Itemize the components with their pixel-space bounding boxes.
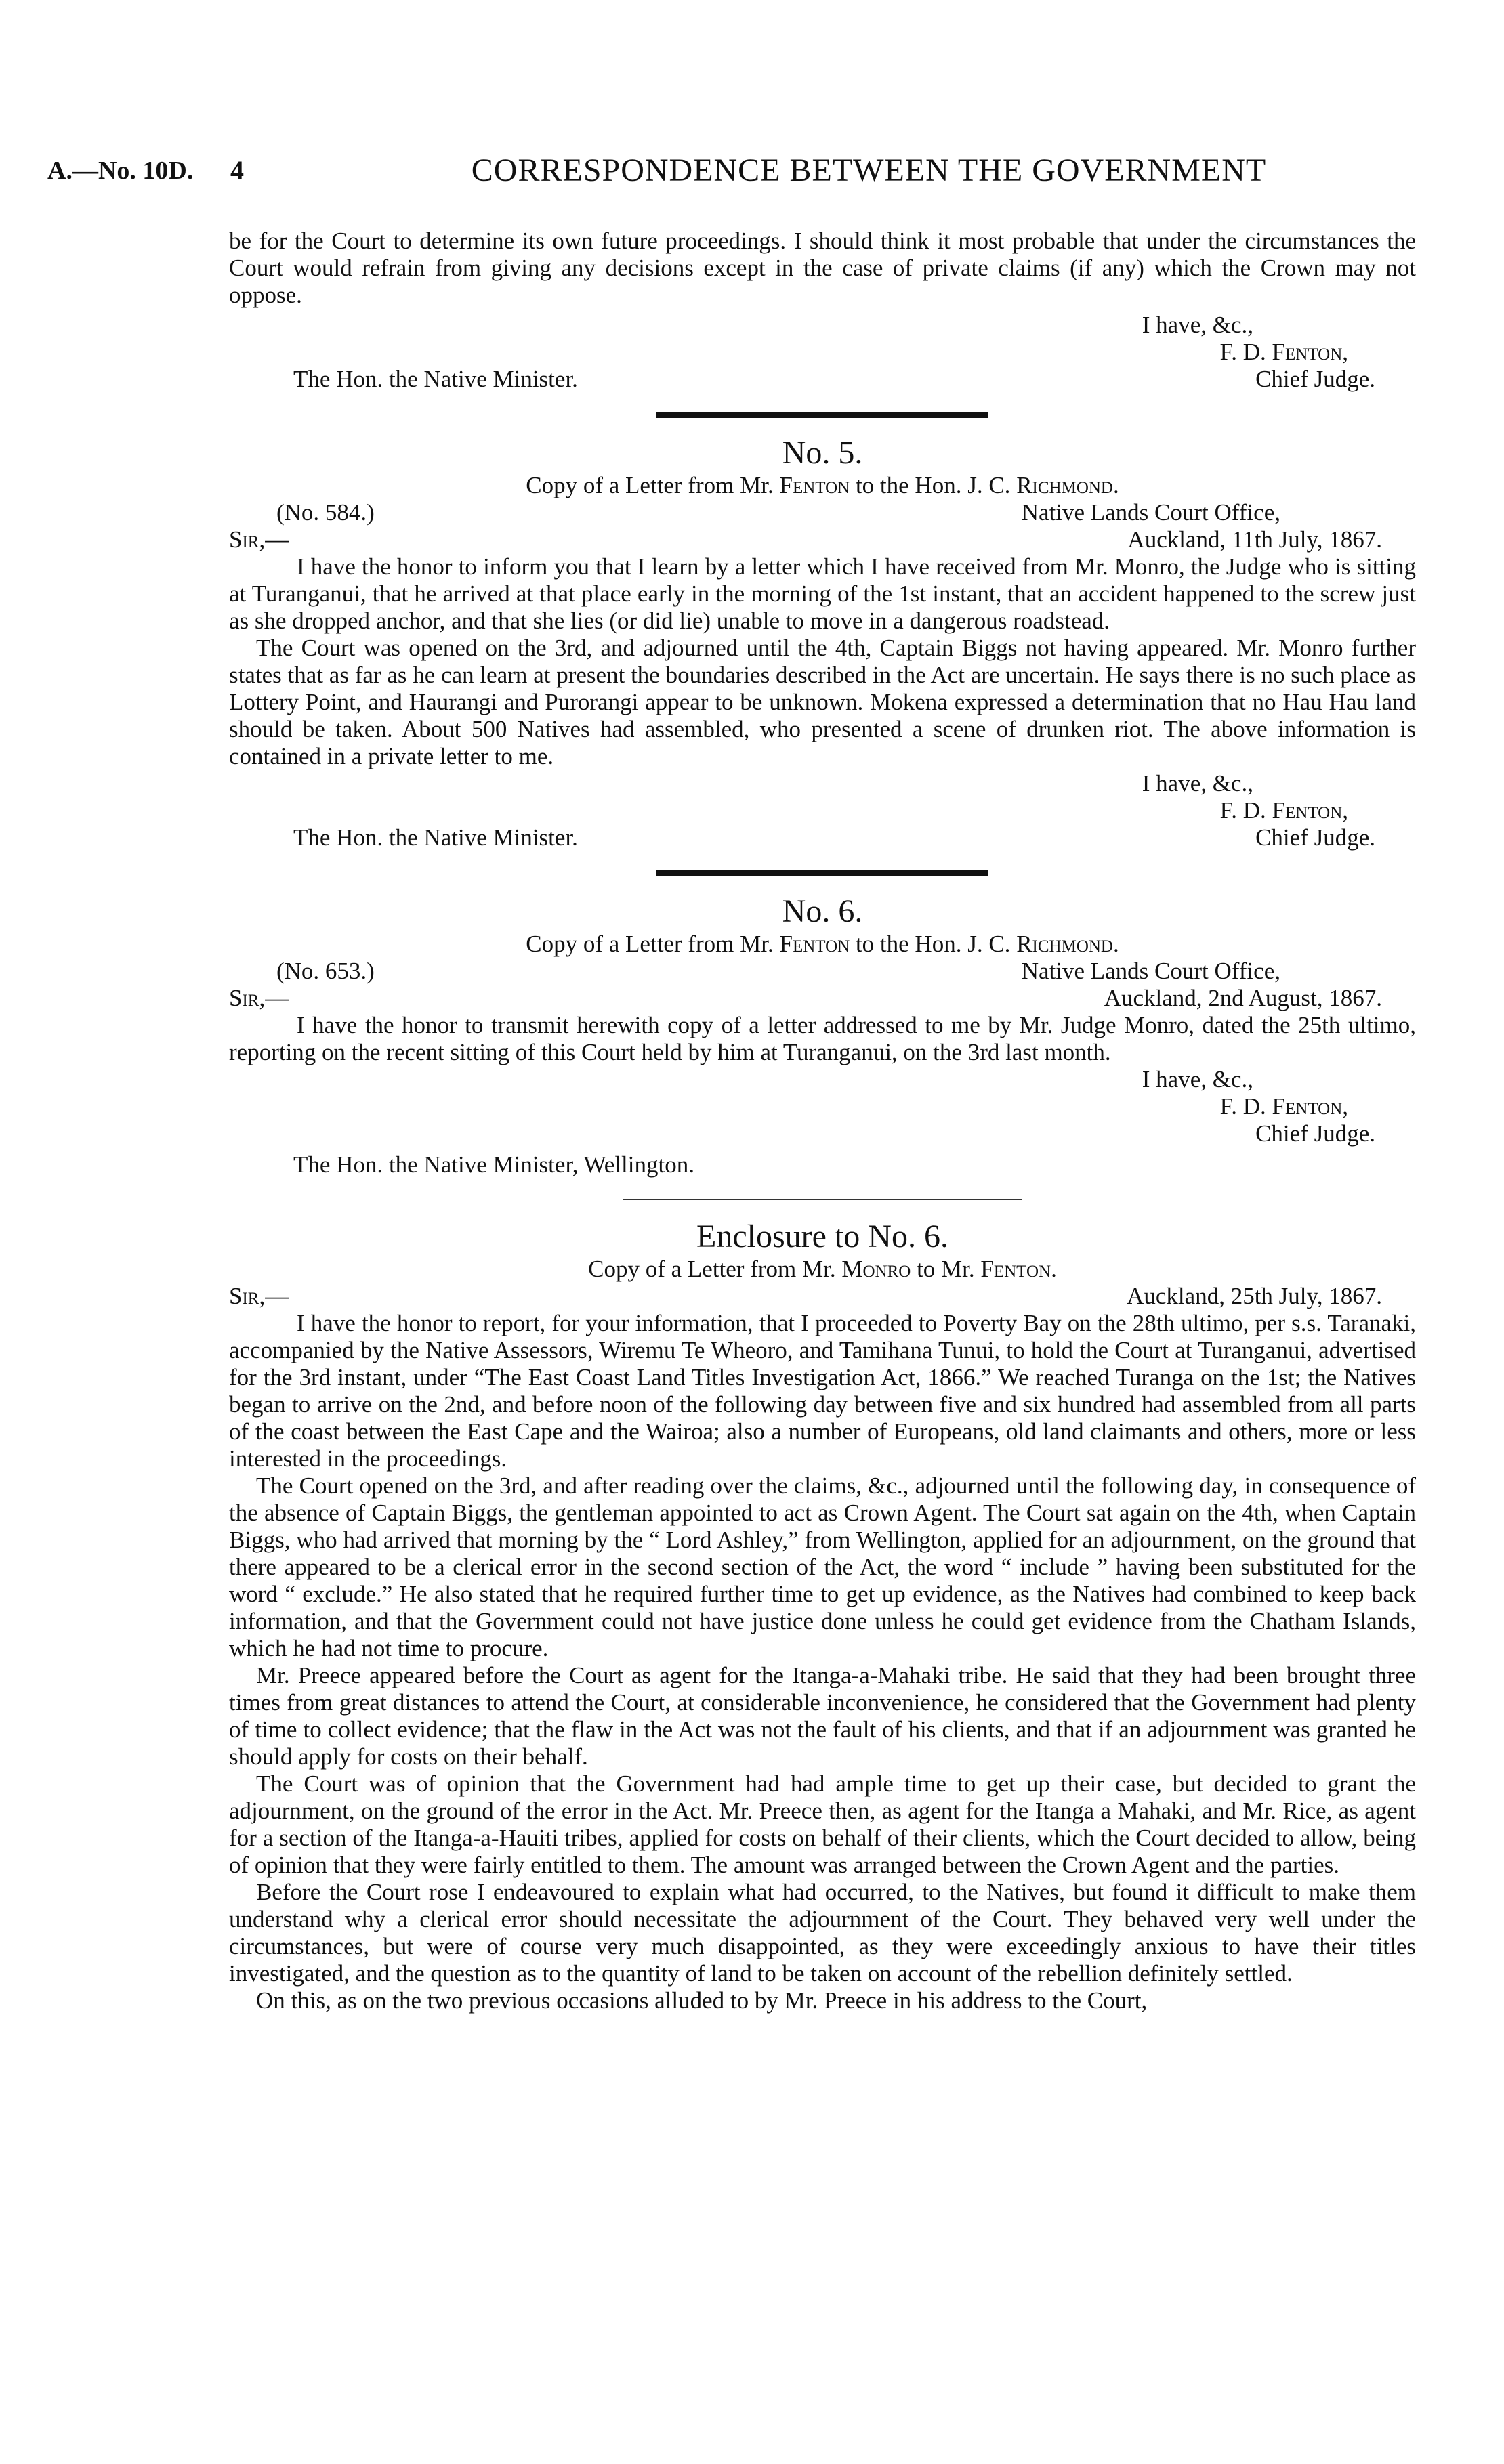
intro-signer-title: Chief Judge. (1255, 366, 1375, 392)
intro-signer-surname: Fenton, (1272, 339, 1348, 365)
intro-signature-row (229, 339, 1416, 366)
intro-closing: I have, &c., (1142, 312, 1253, 338)
letter6-subheading: Copy of a Letter from Mr. Fenton to the Hon. J. C. Richmond. (526, 931, 1119, 957)
letter5-salutation-row (229, 526, 1416, 553)
enclosure-heading: Enclosure to No. 6. (696, 1218, 948, 1254)
running-header (47, 152, 1457, 198)
letter5-signature: F. D. Fenton, (1219, 797, 1348, 824)
letter5-signer-surname: Fenton, (1272, 797, 1348, 824)
letter6-ref-row (229, 958, 1416, 985)
enclosure-paragraph-3: Mr. Preece appeared before the Court as agent for the Itanga-a-Mahaki tribe. He said that they had been brought three times from great distances to attend the Court, at considerable inconvenience, he considered that the Government had plenty of time to collect evidence; that the flaw in the Act was not the fault of his clients, and that if an adjournment was granted he should apply for costs on their behalf. (229, 1662, 1416, 1770)
section-divider (656, 412, 988, 418)
intro-paragraph: be for the Court to determine its own future proceedings. I should think it most probable that under the circumstances the Court would refrain from giving any decisions except in the case of private claims (if any) which the Crown may not oppose. (229, 228, 1416, 308)
page-body (229, 228, 1416, 2014)
letter5-office: Native Lands Court Office, (1021, 499, 1280, 526)
section-divider (656, 870, 988, 876)
letter6-closing-row (229, 1066, 1416, 1093)
enclosure-paragraph-2: The Court opened on the 3rd, and after reading over the claims, &c., adjourned until the following day, in consequence of the absence of Captain Biggs, the gentleman appointed to act as Crown Agent. The Court sat again on the 4th, when Captain Biggs, who had arrived that morning by the “ Lord Ashley,” from Wellington, applied for an adjournment, on the ground that there appeared to be a clerical error in the second section of the Act, the word “ include ” having been substituted for the word “ exclude.” He also stated that he required further time to get up evidence, as the Natives had combined to keep back information, and that the Government could not have justice done unless he could get evidence from the Chatham Islands, which he had not time to procure. (229, 1472, 1416, 1661)
document-id: A.—No. 10D. (47, 156, 194, 185)
letter6-addressee-row (229, 1151, 1416, 1178)
enclosure-paragraph-1: I have the honor to report, for your information, that I proceeded to Poverty Bay on the 28th ultimo, per s.s. Taranaki, accompanied by the Native Assessors, Wiremu Te Wheoro, and Tamihana Tunui, to hold the Court at Turanganui, advertised for the 3rd instant, under “The East Coast Land Titles Investigation Act, 1866.” We reached Turanga on the 1st; the Natives began to arrive on the 2nd, and before noon of the following day between five and six hundred had assembled from all parts of the coast between the East Cape and the Wairoa; also a number of Europeans, old land claimants and others, more or less interested in the proceedings. (229, 1310, 1416, 1472)
letter5-salutation: Sir,— (229, 526, 289, 553)
intro-addressee-row (229, 366, 1416, 393)
letter5-place-date: Auckland, 11th July, 1867. (1127, 526, 1382, 553)
letter6-addressee: The Hon. the Native Minister, Wellington. (293, 1151, 694, 1178)
letter6-office: Native Lands Court Office, (1021, 958, 1280, 984)
letter5-closing-row (229, 770, 1416, 797)
letter6-paragraph: I have the honor to transmit herewith copy of a letter addressed to me by Mr. Judge Monro, dated the 25th ultimo, reporting on the recent sitting of this Court held by him at Turanganui, on the 3rd last month. (229, 1012, 1416, 1065)
intro-closing-row (229, 312, 1416, 339)
letter5-ref: (No. 584.) (276, 499, 375, 526)
enclosure-salutation: Sir,— (229, 1283, 289, 1309)
intro-signature: F. D. Fenton, (1219, 339, 1348, 365)
letter5-heading: No. 5. (782, 435, 863, 471)
enclosure-subheading: Copy of a Letter from Mr. Monro to Mr. Fenton. (588, 1256, 1057, 1282)
letter5-addressee: The Hon. the Native Minister. (293, 824, 578, 851)
enclosure-place-date: Auckland, 25th July, 1867. (1127, 1283, 1382, 1309)
enclosure-paragraph-4: The Court was of opinion that the Government had had ample time to get up their case, but decided to grant the adjournment, on the ground of the error in the Act. Mr. Preece then, as agent for the Itanga a Mahaki, and Mr. Rice, as agent for a section of the Itanga-a-Hauiti tribes, applied for costs on behalf of their clients, which the Court decided to allow, being of opinion that they were fairly entitled to them. The amount was arranged between the Crown Agent and the parties. (229, 1770, 1416, 1878)
letter6-signature: F. D. Fenton, (1219, 1093, 1348, 1120)
letter6-salutation: Sir,— (229, 985, 289, 1011)
letter5-signer-title: Chief Judge. (1255, 824, 1375, 851)
letter5-closing: I have, &c., (1142, 770, 1253, 796)
letter6-signer-title: Chief Judge. (1255, 1120, 1375, 1147)
letter5-paragraph-2: The Court was opened on the 3rd, and adjourned until the 4th, Captain Biggs not having appeared. Mr. Monro further states that as far as he can learn at present the boundaries described in the Act are uncertain. He says there is no such place as Lottery Point, and Haurangi and Purorangi appear to be unknown. Mokena expressed a determination that no Hau Hau land should be taken. About 500 Natives had assembled, who presented a scene of drunken riot. The above information is contained in a private letter to me. (229, 635, 1416, 769)
enclosure-salutation-row (229, 1283, 1416, 1310)
letter5-subheading: Copy of a Letter from Mr. Fenton to the Hon. J. C. Richmond. (526, 472, 1119, 498)
page-number: 4 (230, 155, 244, 186)
enclosure-paragraph-5: Before the Court rose I endeavoured to explain what had occurred, to the Natives, but found it difficult to make them understand why a clerical error should necessitate the adjournment of the Court. They behaved very well under the circumstances, but were of course very much disappointed, as they were exceedingly anxious to have their titles investigated, and the question as to the quantity of land to be taken on account of the rebellion definitely settled. (229, 1879, 1416, 1987)
letter5-addressee-row (229, 824, 1416, 851)
letter6-salutation-row (229, 985, 1416, 1012)
header-title: CORRESPONDENCE BETWEEN THE GOVERNMENT (471, 152, 1267, 188)
letter6-place-date: Auckland, 2nd August, 1867. (1104, 985, 1382, 1011)
intro-addressee: The Hon. the Native Minister. (293, 366, 578, 392)
letter6-signature-row (229, 1093, 1416, 1120)
letter6-title-row (229, 1120, 1416, 1147)
letter5-paragraph-1: I have the honor to inform you that I learn by a letter which I have received from Mr. Monro, the Judge who is sitting at Turanganui, that he arrived at that place early in the morning of the 1st instant, that an accident happened to the screw just as she dropped anchor, and that she lies (or did lie) unable to move in a dangerous roadstead. (229, 553, 1416, 634)
letter6-closing: I have, &c., (1142, 1066, 1253, 1092)
letter5-signature-row (229, 797, 1416, 824)
enclosure-paragraph-6: On this, as on the two previous occasions alluded to by Mr. Preece in his address to the Court, (256, 1987, 1148, 2014)
letter5-ref-row (229, 499, 1416, 526)
letter6-signer-surname: Fenton, (1272, 1093, 1348, 1120)
letter6-heading: No. 6. (782, 893, 863, 929)
letter6-ref: (No. 653.) (276, 958, 375, 984)
